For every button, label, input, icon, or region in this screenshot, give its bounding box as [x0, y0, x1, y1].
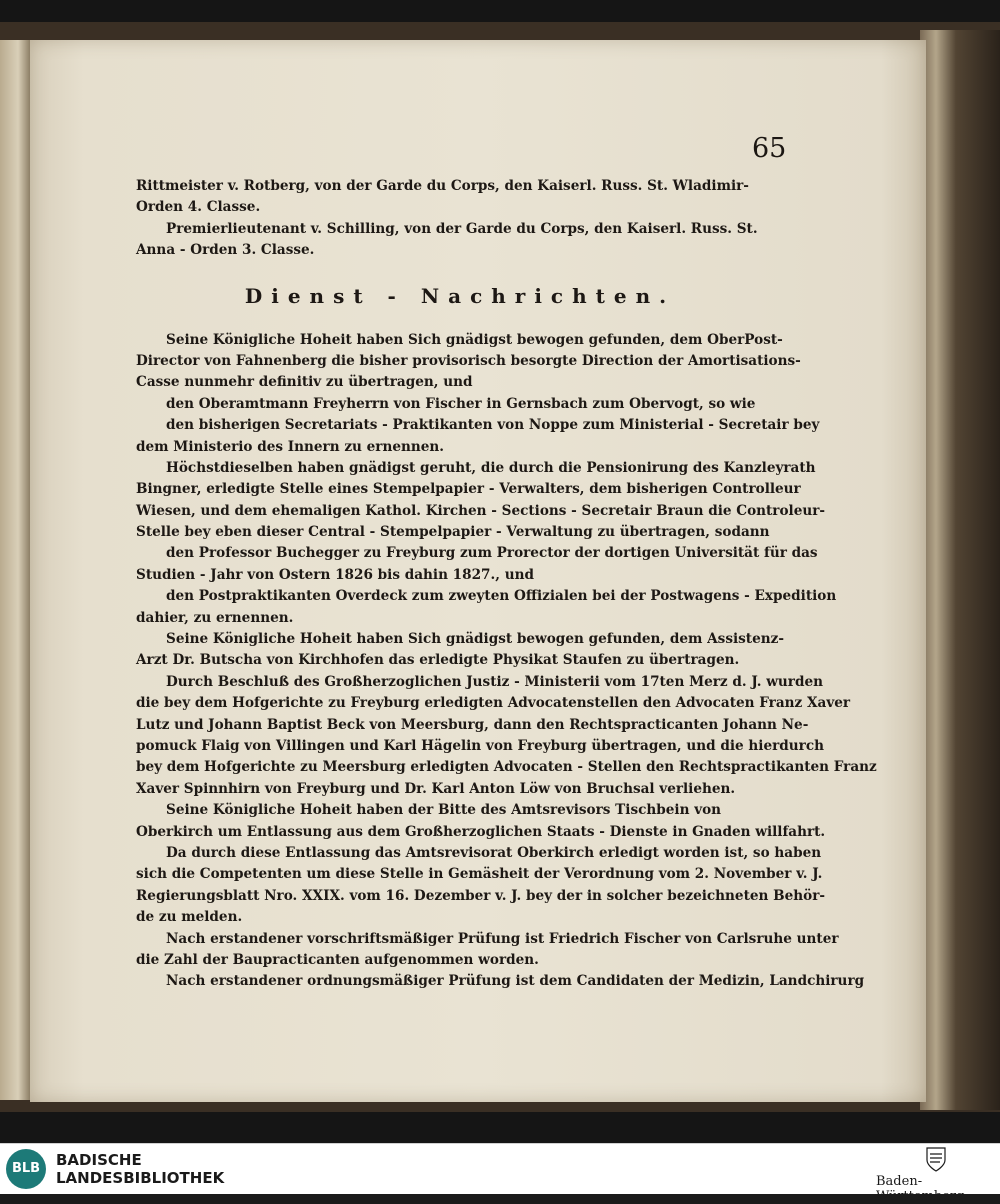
text-line: den bisherigen Secretariats - Praktikanten von Noppe zum Ministerial - Secretair bey: [166, 417, 820, 434]
text-line: dahier, zu ernennen.: [136, 609, 294, 626]
text-line: Wiesen, und dem ehemaligen Kathol. Kirchen - Sections - Secretair Braun die Controleur-: [136, 502, 826, 519]
text-line: pomuck Flaig von Villingen und Karl Hägelin von Freyburg übertragen, und die hierdurch: [136, 737, 824, 754]
page-text: [136, 176, 877, 993]
text-line: Seine Königliche Hoheit haben Sich gnädigst bewogen gefunden, dem Assistenz-: [166, 631, 784, 648]
text-line: Casse nunmehr definitiv zu übertragen, und: [136, 374, 473, 391]
text-line: Seine Königliche Hoheit haben der Bitte des Amtsrevisors Tischbein von: [166, 802, 722, 819]
text-line: Oberkirch um Entlassung aus dem Großherzoglichen Staats - Dienste in Gnaden willfahrt.: [136, 823, 826, 840]
text-line: sich die Competenten um diese Stelle in Gemäsheit der Verordnung vom 2. November v. J.: [136, 866, 823, 883]
library-name-line2: LANDESBIBLIOTHEK: [56, 1169, 225, 1187]
text-line: Stelle bey eben dieser Central - Stempelpapier - Verwaltung zu übertragen, sodann: [136, 524, 770, 541]
text-line: die bey dem Hofgerichte zu Freyburg erledigten Advocatenstellen den Advocaten Franz Xaver: [136, 695, 851, 712]
text-line: die Zahl der Baupracticanten aufgenommen worden.: [136, 951, 539, 968]
text-line: Director von Fahnenberg die bisher provisorisch besorgte Direction der Amortisations-: [136, 352, 801, 369]
text-line: den Professor Buchegger zu Freyburg zum Prorector der dortigen Universität für das: [166, 545, 818, 562]
text-line: Studien - Jahr von Ostern 1826 bis dahin 1827., und: [136, 566, 534, 583]
text-line: Höchstdieselben haben gnädigst geruht, die durch die Pensionirung des Kanzleyrath: [166, 459, 816, 476]
text-line: den Postpraktikanten Overdeck zum zweyten Offizialen bei der Postwagens - Expedition: [166, 588, 837, 605]
region-label[interactable]: Baden-Württemberg: [876, 1174, 965, 1204]
footer-bar: [0, 1143, 1000, 1204]
text-line: Anna - Orden 3. Classe.: [136, 242, 315, 259]
text-line: Durch Beschluß des Großherzoglichen Justiz - Ministerii vom 17ten Merz d. J. wurden: [166, 673, 823, 690]
text-line: Regierungsblatt Nro. XXIX. vom 16. Dezember v. J. bey der in solcher bezeichneten Behör-: [136, 887, 826, 904]
left-page-edge: [0, 40, 31, 1100]
text-line: de zu melden.: [136, 909, 243, 926]
text-line: Premierlieutenant v. Schilling, von der Garde du Corps, den Kaiserl. Russ. St.: [166, 220, 758, 237]
page-number: 65: [752, 133, 787, 164]
right-page-edge: [920, 30, 1000, 1110]
text-line: bey dem Hofgerichte zu Meersburg erledigten Advocaten - Stellen den Rechtspractikanten Franz: [136, 759, 877, 776]
blb-logo[interactable]: BLB: [6, 1149, 46, 1189]
text-line: Rittmeister v. Rotberg, von der Garde du Corps, den Kaiserl. Russ. St. Wladimir-: [136, 178, 749, 194]
text-line: den Oberamtmann Freyherrn von Fischer in Gernsbach zum Obervogt, so wie: [166, 395, 756, 412]
text-line: Orden 4. Classe.: [136, 199, 261, 216]
text-line: Seine Königliche Hoheit haben Sich gnädigst bewogen gefunden, dem OberPost-: [166, 331, 783, 348]
text-line: Bingner, erledigte Stelle eines Stempelpapier - Verwalters, dem bisherigen Controlleur: [136, 481, 801, 498]
text-line: Arzt Dr. Butscha von Kirchhofen das erledigte Physikat Staufen zu übertragen.: [136, 652, 740, 669]
text-line: Nach erstandener vorschriftsmäßiger Prüfung ist Friedrich Fischer von Carlsruhe unter: [166, 930, 839, 947]
text-line: Da durch diese Entlassung das Amtsrevisorat Oberkirch erledigt worden ist, so haben: [166, 844, 822, 861]
text-line: dem Ministerio des Innern zu ernennen.: [136, 438, 445, 455]
coat-of-arms-icon: [925, 1146, 947, 1172]
text-line: Nach erstandener ordnungsmäßiger Prüfung ist dem Candidaten der Medizin, Landchirurg: [166, 973, 865, 990]
text-line: Xaver Spinnhirn von Freyburg und Dr. Karl Anton Löw von Bruchsal verliehen.: [136, 780, 736, 797]
library-name-line1: BADISCHE: [56, 1151, 142, 1169]
library-name[interactable]: [56, 1151, 224, 1187]
section-heading: Dienst - Nachrichten.: [244, 283, 676, 308]
text-line: Lutz und Johann Baptist Beck von Meersburg, dann den Rechtspracticanten Johann Ne-: [136, 716, 809, 733]
